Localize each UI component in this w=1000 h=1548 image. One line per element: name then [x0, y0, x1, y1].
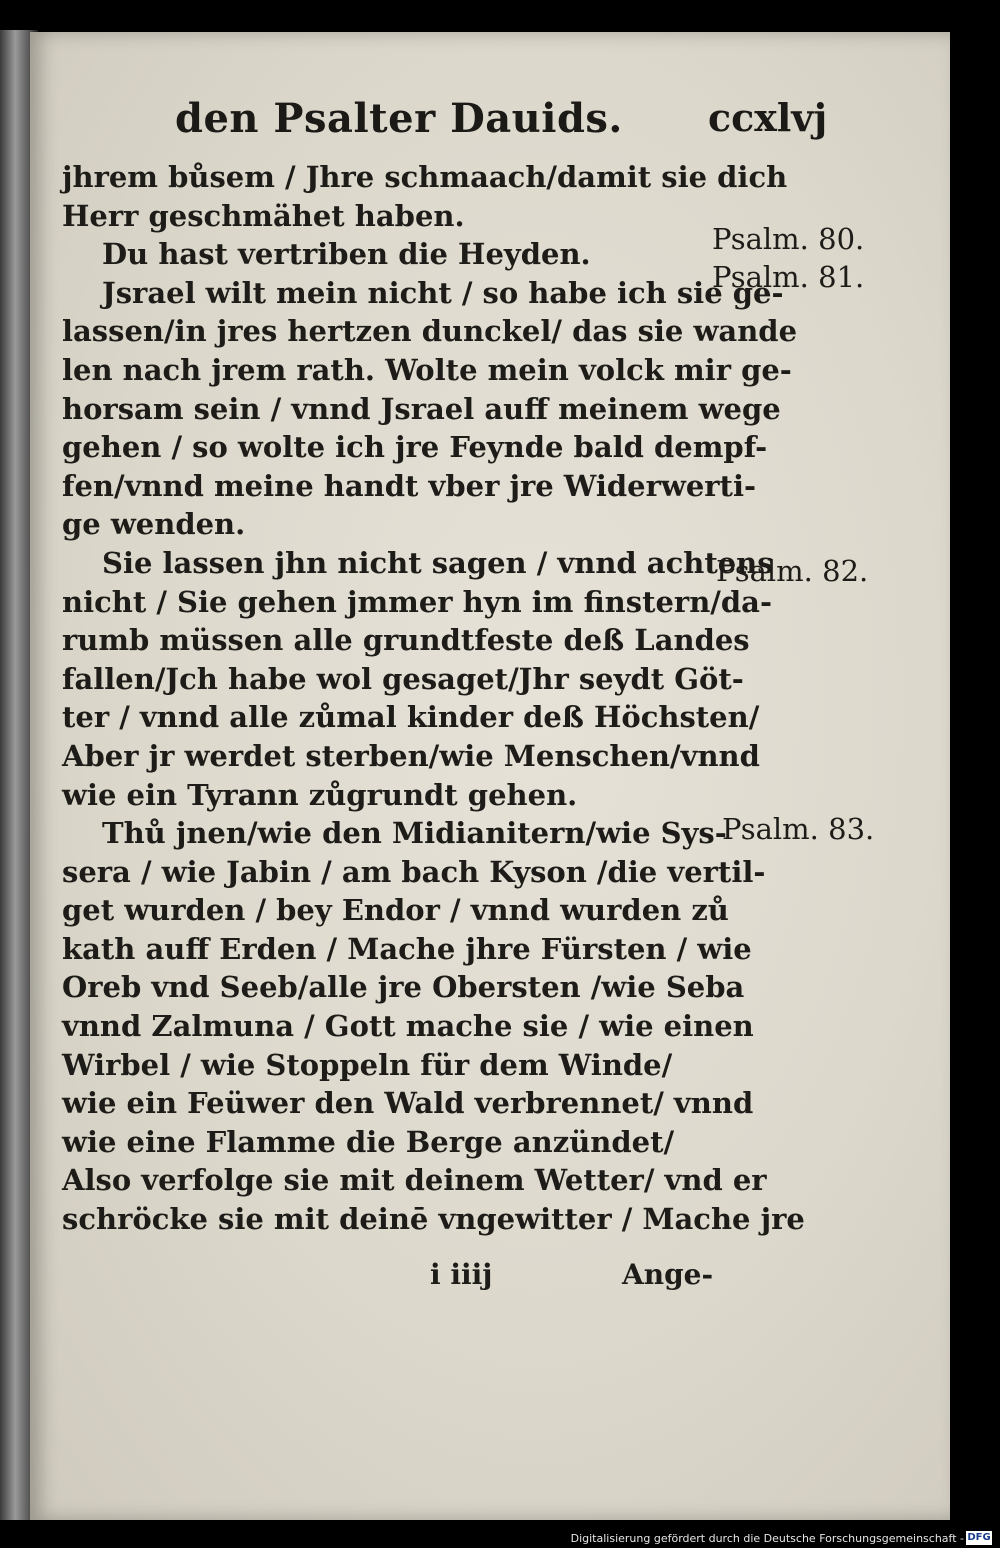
text-line: lassen/in jres hertzen dunckel/ das sie wande — [62, 314, 798, 349]
text-line: wie ein Feüwer den Wald verbrennet/ vnnd — [62, 1086, 754, 1121]
text-line: fallen/Jch habe wol gesaget/Jhr seydt Göt- — [62, 661, 744, 696]
margin-note-psalm-83: Psalm. 83. — [722, 812, 875, 846]
text-line: kath auff Erden / Mache jhre Fürsten / wie — [62, 931, 752, 966]
signature-mark: i iiij — [430, 1258, 493, 1291]
text-line: Aber jr werdet sterben/wie Menschen/vnnd — [62, 738, 760, 773]
catchword: Ange- — [622, 1258, 714, 1291]
text-line: Herr geschmähet haben. — [62, 198, 465, 233]
text-line: gehen / so wolte ich jre Feynde bald dempf- — [62, 430, 768, 465]
text-line: rumb müssen alle grundtfeste deß Landes — [62, 623, 750, 658]
text-line: jhrem bůsem / Jhre schmaach/damit sie dich — [62, 160, 788, 194]
text-line: ge wenden. — [62, 507, 246, 542]
margin-note-psalm-81: Psalm. 81. — [712, 260, 865, 294]
text-line: get wurden / bey Endor / vnnd wurden zů — [62, 893, 729, 928]
text-line: Jsrael wilt mein nicht / so habe ich sie ge- — [102, 275, 784, 310]
margin-note-psalm-80: Psalm. 80. — [712, 222, 865, 256]
text-line: Oreb vnd Seeb/alle jre Obersten /wie Seba — [62, 970, 745, 1005]
text-line: Wirbel / wie Stoppeln für dem Winde/ — [62, 1047, 673, 1082]
text-line: Also verfolge sie mit deinem Wetter/ vnd er — [62, 1163, 767, 1198]
digitization-credit: Digitalisierung gefördert durch die Deutsche Forschungsgemeinschaft - — [570, 1532, 964, 1545]
text-line: Thů jnen/wie den Midianitern/wie Sys- — [102, 816, 727, 851]
text-line: len nach jrem rath. Wolte mein volck mir ge- — [62, 352, 792, 387]
text-line: wie ein Tyrann zůgrundt gehen. — [62, 777, 578, 812]
text-line: sera / wie Jabin / am bach Kyson /die vertil- — [62, 854, 766, 889]
dfg-logo: DFG — [967, 1532, 991, 1543]
text-line: wie eine Flamme die Berge anzündet/ — [62, 1124, 675, 1159]
text-line: Sie lassen jhn nicht sagen / vnnd achtens — [102, 545, 774, 580]
text-line: vnnd Zalmuna / Gott mache sie / wie einen — [62, 1009, 754, 1044]
text-line: ter / vnnd alle zůmal kinder deß Höchsten/ — [62, 700, 760, 735]
text-line: Du hast vertriben die Heyden. — [102, 237, 591, 272]
text-line: fen/vnnd meine handt vber jre Widerwerti- — [62, 468, 757, 503]
text-line: schröcke sie mit deinē vngewitter / Mache jre — [62, 1202, 805, 1237]
running-title: den Psalter Dauids. — [175, 95, 623, 142]
margin-note-psalm-82: Psalm. 82. — [716, 554, 869, 588]
text-line: nicht / Sie gehen jmmer hyn im finstern/da- — [62, 584, 772, 619]
text-line: horsam sein / vnnd Jsrael auff meinem wege — [62, 391, 781, 426]
folio-number: ccxlvj — [708, 95, 828, 140]
